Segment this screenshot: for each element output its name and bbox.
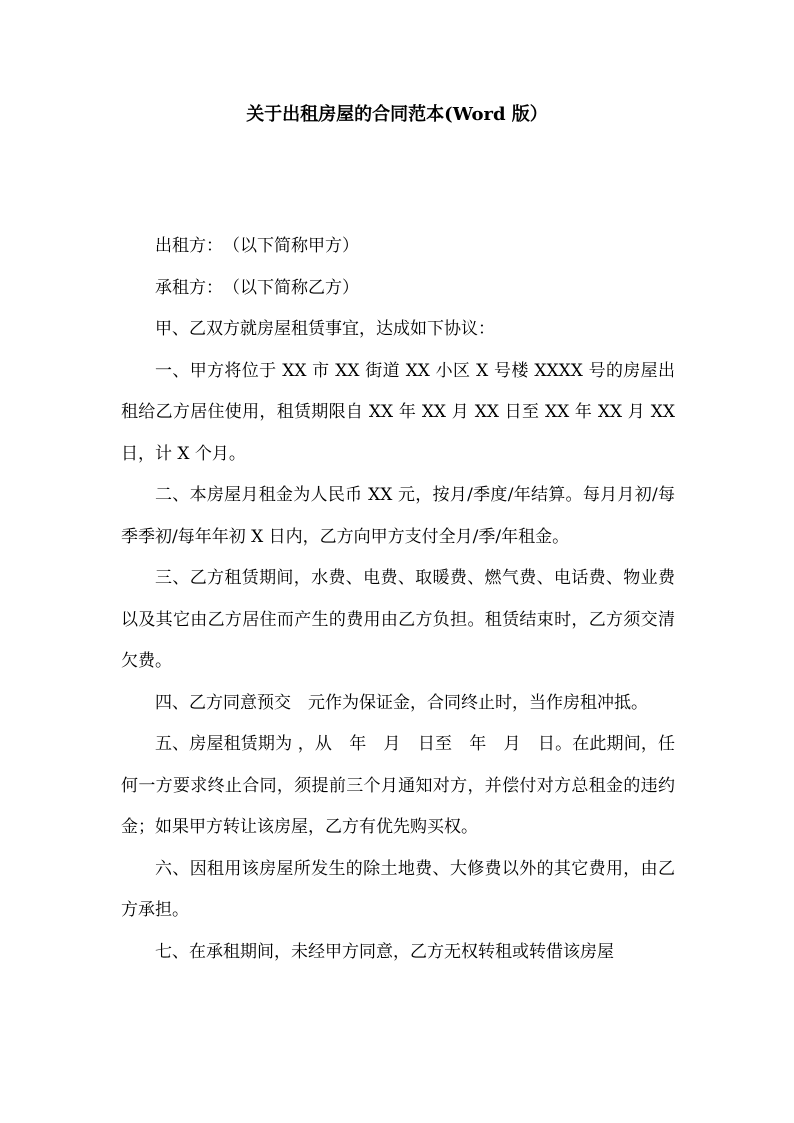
document-body (121, 226, 675, 973)
paragraph-clause-2: 二、本房屋月租金为人民币 XX 元，按月/季度/年结算。每月月初/每季季初/每年年初 X 日内，乙方向甲方支付全月/季/年租金。 (121, 485, 675, 547)
paragraph-clause-7: 七、在承租期间，未经甲方同意，乙方无权转租或转借该房屋 (155, 941, 614, 962)
paragraph-clause-3: 三、乙方租赁期间，水费、电费、取暖费、燃气费、电话费、物业费以及其它由乙方居住而产生的费用由乙方负担。租赁结束时，乙方须交清欠费。 (121, 568, 675, 671)
paragraph-clause-6: 六、因租用该房屋所发生的除土地费、大修费以外的其它费用，由乙方承担。 (121, 858, 675, 920)
paragraph-lessee: 承租方： （以下简称乙方） (155, 277, 359, 298)
paragraph-clause-1: 一、甲方将位于 XX 市 XX 街道 XX 小区 X 号楼 XXXX 号的房屋出租给乙方居住使用，租赁期限自 XX 年 XX 月 XX 日至 XX 年 XX 月 XX 日，计 X 个月。 (121, 360, 675, 464)
paragraph-clause-5: 五、房屋租赁期为 ，从 年 月 日至 年 月 日。在此期间，任何一方要求终止合同，须提前三个月通知对方，并偿付对方总租金的违约金；如果甲方转让该房屋，乙方有优先购买权。 (121, 734, 675, 837)
paragraph-clause-4: 四、乙方同意预交 元作为保证金，合同终止时，当作房租冲抵。 (155, 692, 648, 713)
paragraph-preamble: 甲、乙双方就房屋租赁事宜，达成如下协议： (155, 319, 495, 339)
paragraph-lessor: 出租方： （以下简称甲方） (155, 236, 359, 256)
document-title: 关于出租房屋的合同范本(Word 版） (246, 104, 548, 125)
